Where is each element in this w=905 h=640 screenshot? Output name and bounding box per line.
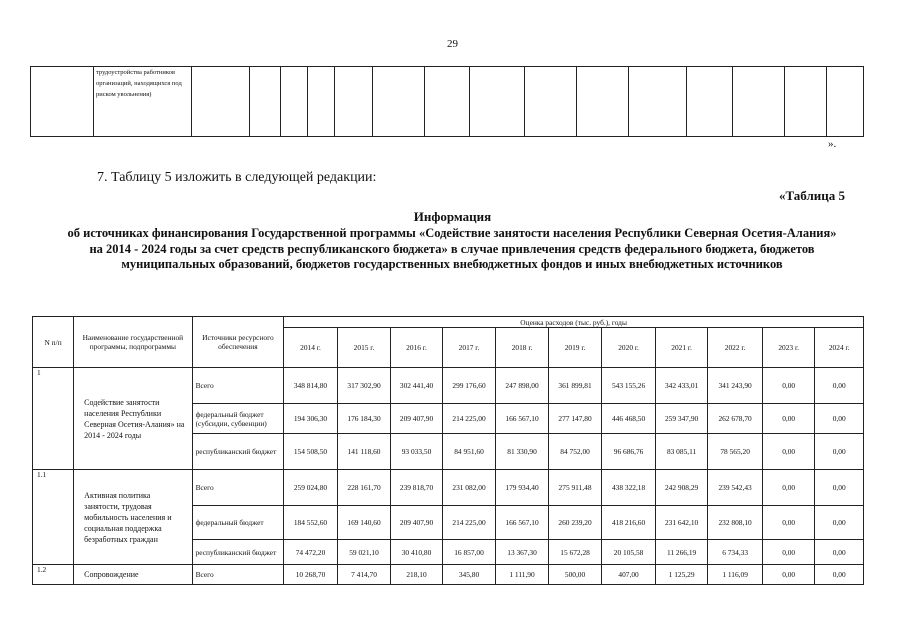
amount-cell: 348 814,80: [284, 368, 338, 404]
header-year: 2017 г.: [442, 328, 496, 368]
header-year: 2021 г.: [655, 328, 708, 368]
amount-cell: 59 021,10: [337, 540, 391, 565]
heading-text: об источниках финансирования Государственной программы «Содействие занятости населения Республики Северная Осетия-Алания» на 2014 - 2024 годы за счет средств республиканского бюджета» в случае привлечения средств федерального бюджета, бюджетов муниципальных образований, бюджетов государственных внебюджетных фондов и иных внебюджетных источников: [67, 226, 837, 272]
amount-cell: 214 225,00: [442, 404, 496, 434]
fragment-text: трудоустройства работников организаций, находящихся под риском увольнения): [94, 67, 192, 137]
header-year: 2015 г.: [337, 328, 391, 368]
amount-cell: 84 951,60: [442, 434, 496, 470]
amount-cell: 83 085,11: [655, 434, 708, 470]
amount-cell: 194 306,30: [284, 404, 338, 434]
table-row: [33, 368, 864, 404]
amount-cell: 15 672,28: [548, 540, 602, 565]
amount-cell: 7 414,70: [337, 565, 391, 585]
amount-cell: 247 898,00: [496, 368, 549, 404]
amount-cell: 0,00: [815, 565, 864, 585]
header-year: 2014 г.: [284, 328, 338, 368]
row-number: 1: [33, 368, 74, 470]
amount-cell: 11 266,19: [655, 540, 708, 565]
amount-cell: 262 678,70: [708, 404, 763, 434]
amount-cell: 141 118,60: [337, 434, 391, 470]
amount-cell: 299 176,60: [442, 368, 496, 404]
header-year: 2018 г.: [496, 328, 549, 368]
funding-source: республиканский бюджет: [192, 540, 284, 565]
amount-cell: 259 024,80: [284, 470, 338, 506]
continued-table-fragment: [30, 66, 864, 137]
amount-cell: 13 367,30: [496, 540, 549, 565]
amount-cell: 166 567,10: [496, 506, 549, 540]
header-year: 2016 г.: [391, 328, 442, 368]
header-year: 2022 г.: [708, 328, 763, 368]
amount-cell: 239 818,70: [391, 470, 442, 506]
amount-cell: 81 330,90: [496, 434, 549, 470]
amount-cell: 0,00: [762, 368, 815, 404]
amount-cell: 239 542,43: [708, 470, 763, 506]
amount-cell: 275 911,48: [548, 470, 602, 506]
header-source: Источники ресурсного обеспечения: [192, 317, 284, 368]
amount-cell: 345,80: [442, 565, 496, 585]
amount-cell: 277 147,80: [548, 404, 602, 434]
amount-cell: 0,00: [762, 506, 815, 540]
amount-cell: 1 116,09: [708, 565, 763, 585]
amount-cell: 0,00: [815, 404, 864, 434]
amount-cell: 418 216,60: [602, 506, 656, 540]
amount-cell: 176 184,30: [337, 404, 391, 434]
closing-quote: ».: [828, 138, 837, 150]
amount-cell: 0,00: [815, 540, 864, 565]
funding-source: федеральный бюджет: [192, 506, 284, 540]
financing-table: [32, 316, 864, 585]
amount-cell: 1 125,29: [655, 565, 708, 585]
amount-cell: 259 347,90: [655, 404, 708, 434]
amount-cell: 0,00: [815, 470, 864, 506]
header-name: Наименование государственной программы, подпрограммы: [74, 317, 192, 368]
header-year: 2023 г.: [762, 328, 815, 368]
table-label: «Таблица 5: [778, 188, 845, 203]
amount-cell: 228 161,70: [337, 470, 391, 506]
row-number: 1.2: [33, 565, 74, 585]
amount-cell: 1 111,90: [496, 565, 549, 585]
amount-cell: 10 268,70: [284, 565, 338, 585]
amount-cell: 93 033,50: [391, 434, 442, 470]
amount-cell: 179 934,40: [496, 470, 549, 506]
amount-cell: 446 468,50: [602, 404, 656, 434]
amount-cell: 0,00: [762, 470, 815, 506]
amount-cell: 209 407,90: [391, 506, 442, 540]
amount-cell: 166 567,10: [496, 404, 549, 434]
amount-cell: 341 243,90: [708, 368, 763, 404]
amount-cell: 302 441,40: [391, 368, 442, 404]
amount-cell: 84 752,00: [548, 434, 602, 470]
table-row: [33, 470, 864, 506]
amount-cell: 260 239,20: [548, 506, 602, 540]
amount-cell: 30 410,80: [391, 540, 442, 565]
amount-cell: 214 225,00: [442, 506, 496, 540]
funding-source: Всего: [192, 565, 284, 585]
amount-cell: 96 686,76: [602, 434, 656, 470]
amount-cell: 231 082,00: [442, 470, 496, 506]
row-number: 1.1: [33, 470, 74, 565]
header-year: 2019 г.: [548, 328, 602, 368]
amount-cell: 342 433,01: [655, 368, 708, 404]
funding-source: Всего: [192, 470, 284, 506]
header-estimate: Оценка расходов (тыс. руб.), годы: [284, 317, 864, 328]
header-year: 2024 г.: [815, 328, 864, 368]
header-num: N п/п: [33, 317, 74, 368]
amount-cell: 317 302,90: [337, 368, 391, 404]
amount-cell: 407,00: [602, 565, 656, 585]
amount-cell: 6 734,33: [708, 540, 763, 565]
program-name: Сопровождение: [74, 565, 192, 585]
program-name: Содействие занятости населения Республики Северная Осетия-Алания» на 2014 - 2024 годы: [74, 368, 192, 470]
amount-cell: 0,00: [762, 404, 815, 434]
amount-cell: 500,00: [548, 565, 602, 585]
amount-cell: 0,00: [762, 565, 815, 585]
amount-cell: 0,00: [815, 434, 864, 470]
amount-cell: 0,00: [762, 540, 815, 565]
funding-source: Всего: [192, 368, 284, 404]
amount-cell: 0,00: [815, 506, 864, 540]
amount-cell: 184 552,60: [284, 506, 338, 540]
instruction-text: 7. Таблицу 5 изложить в следующей редакции:: [97, 170, 377, 185]
amount-cell: 438 322,18: [602, 470, 656, 506]
funding-source: республиканский бюджет: [192, 434, 284, 470]
amount-cell: 218,10: [391, 565, 442, 585]
header-year: 2020 г.: [602, 328, 656, 368]
amount-cell: 0,00: [815, 368, 864, 404]
amount-cell: 231 642,10: [655, 506, 708, 540]
amount-cell: 543 155,26: [602, 368, 656, 404]
amount-cell: 361 899,81: [548, 368, 602, 404]
table-row: [33, 565, 864, 585]
amount-cell: 16 857,00: [442, 540, 496, 565]
amount-cell: 154 508,50: [284, 434, 338, 470]
amount-cell: 169 140,60: [337, 506, 391, 540]
amount-cell: 74 472,20: [284, 540, 338, 565]
program-name: Активная политика занятости, трудовая мобильность населения и социальная поддержка безработных граждан: [74, 470, 192, 565]
amount-cell: 232 808,10: [708, 506, 763, 540]
amount-cell: 0,00: [762, 434, 815, 470]
amount-cell: 209 407,90: [391, 404, 442, 434]
amount-cell: 242 908,29: [655, 470, 708, 506]
page-number: 29: [447, 38, 458, 50]
amount-cell: 20 105,58: [602, 540, 656, 565]
heading-title: Информация: [413, 209, 492, 224]
amount-cell: 78 565,20: [708, 434, 763, 470]
funding-source: федеральный бюджет (субсидии, субвенции): [192, 404, 284, 434]
